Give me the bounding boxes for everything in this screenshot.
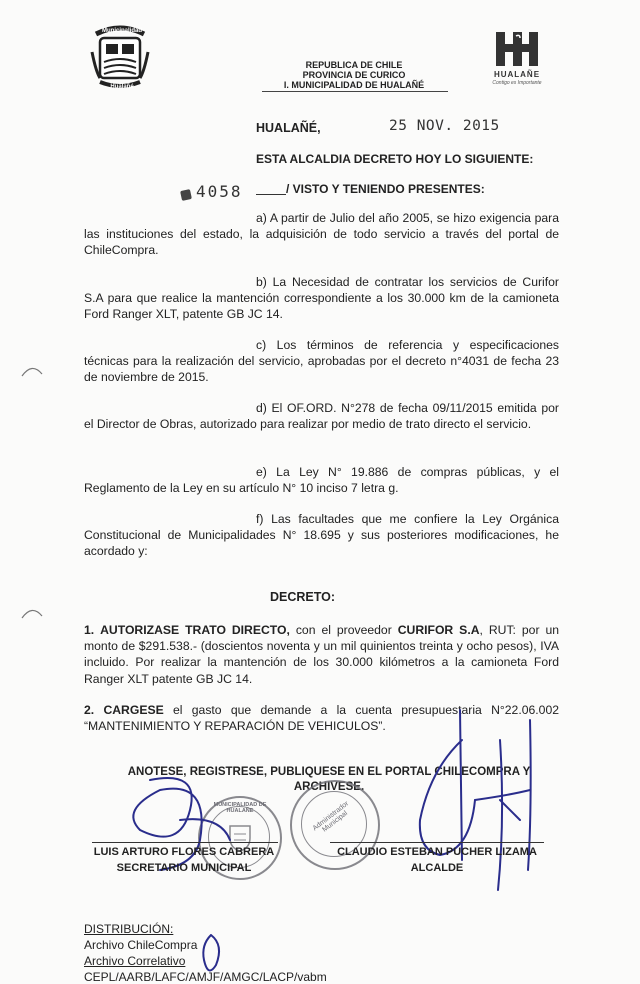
paragraph-f: f) Las facultades que me confiere la Ley Orgánica Constitucional de Municipalidades N° 18.695 y sus posteriores modificaciones, he acordado y: xyxy=(84,512,559,559)
item-1-number: 1. xyxy=(84,623,95,637)
mayor-title: ALCALDE xyxy=(410,862,464,874)
paragraph-d: d) El OF.ORD. N°278 de fecha 09/11/2015 emitida por el Director de Obras, autorizado para realizar por medio de trato directo el servicio. xyxy=(84,401,559,432)
punch-hole-mark xyxy=(20,602,44,622)
secretary-title: SECRETARIO MUNICIPAL xyxy=(116,862,252,874)
item-1-mid: con el proveedor xyxy=(289,623,398,637)
handwritten-mark-distribution xyxy=(196,930,226,980)
coat-of-arms-label-bottom: Hualañé xyxy=(110,84,134,90)
punch-hole-mark xyxy=(20,360,44,380)
closing-line-1: ANOTESE, REGISTRESE, PUBLIQUESE EN EL PORTAL CHILECOMPRA Y xyxy=(127,766,531,778)
seal-left-text: MUNICIPALIDAD DE HUALAÑE xyxy=(213,802,267,814)
secretary-name: LUIS ARTURO FLORES CABRERA xyxy=(93,846,275,858)
item-2-number: 2. xyxy=(84,703,95,717)
item-2-lead: CARGESE xyxy=(103,703,164,717)
distribution-item: CEPL/AARB/LAFC/AMJF/AMGC/LACP/vabm xyxy=(84,970,327,984)
decreto-title: DECRETO: xyxy=(270,590,336,604)
seal-right-text: Administrador Municipal xyxy=(311,800,351,834)
date-stamp: 25 NOV. 2015 xyxy=(389,118,500,134)
item-1-lead: AUTORIZASE TRATO DIRECTO, xyxy=(100,623,290,637)
distribution-item: Archivo Correlativo xyxy=(84,954,186,968)
intro-line: ESTA ALCALDIA DECRETO HOY LO SIGUIENTE: xyxy=(256,152,534,166)
header-province: PROVINCIA DE CURICO xyxy=(302,70,406,80)
hualane-logo-tagline: Contigo es Importante xyxy=(492,80,542,86)
hualane-logo-icon xyxy=(494,30,540,68)
closing-line-2: ARCHIVESE. xyxy=(293,781,365,793)
decree-item-1 xyxy=(84,622,559,687)
paragraph-c: c) Los términos de referencia y especificaciones técnicas para la realización del servicio, aprobadas por el decreto n°4031 de fecha 23 de noviembre de 2015. xyxy=(84,338,559,385)
coat-of-arms-label-top: Municipalidad xyxy=(101,28,142,34)
item-1-body: , RUT: por un monto de $291.538.- (doscientos noventa y un mil quinientos treinta y ocho pesos), IVA incluido. Por realizar la mantención de los 30.000 kilómetros a la camioneta Ford Ranger XLT patente GB JC 14. xyxy=(84,623,560,686)
number-stamp-mark xyxy=(180,189,192,201)
secretary-signature-line xyxy=(92,842,278,843)
paragraph-a: a) A partir de Julio del año 2005, se hizo exigencia para las instituciones del estado, la adquisición de todo servicio a través del portal de ChileCompra. xyxy=(84,211,559,258)
paragraph-b: b) La Necesidad de contratar los servicios de Curifor S.A para que realice la mantención correspondiente a los 30.000 km de la camioneta Ford Ranger XLT, patente GB JC 14. xyxy=(84,275,559,322)
header-municipality: I. MUNICIPALIDAD DE HUALAÑÉ xyxy=(283,80,425,90)
distribution-item: Archivo ChileCompra xyxy=(84,938,198,952)
item-2-body: el gasto que demande a la cuenta presupuestaria N°22.06.002 “MANTENIMIENTO Y REPARACIÓN DE VEHICULOS”. xyxy=(84,703,559,734)
decree-number: 4058 xyxy=(196,182,243,201)
distribution-title: DISTRIBUCIÓN: xyxy=(84,922,174,936)
header-divider xyxy=(262,91,448,92)
decree-number-underline xyxy=(256,194,286,195)
hualane-logo-name: HUALAÑE xyxy=(493,70,541,79)
mayor-name: CLAUDIO ESTEBAN PUCHER LIZAMA xyxy=(337,846,537,858)
place-label: HUALAÑÉ, xyxy=(256,121,321,135)
visto-heading: / VISTO Y TENIENDO PRESENTES: xyxy=(286,182,485,196)
mayor-signature-line xyxy=(330,842,544,843)
paragraph-e: e) La Ley N° 19.886 de compras públicas, y el Reglamento de la Ley en su artículo N° 10 inciso 7 letra g. xyxy=(84,465,559,496)
item-1-provider: CURIFOR S.A xyxy=(397,623,480,637)
header-republic: REPUBLICA DE CHILE xyxy=(305,60,403,70)
